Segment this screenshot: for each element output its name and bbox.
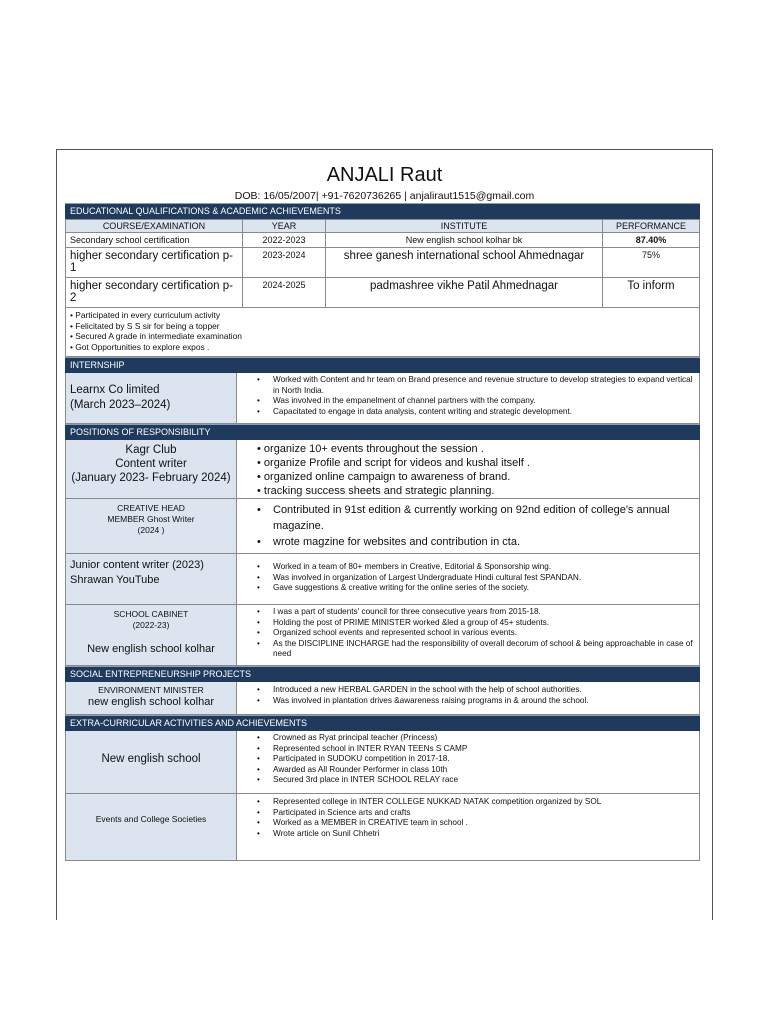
- list-item: • Holding the post of PRIME MINISTER worked &led a group of 45+ students.: [257, 618, 693, 629]
- resume-body: [65, 203, 700, 861]
- list-item: • Contributed in 91st edition & currently working on 92nd edition of college's annual magazine.: [257, 502, 693, 534]
- list-item: • Awarded as All Rounder Performer in class 10th: [257, 765, 693, 776]
- kagr-title: Kagr Club: [125, 444, 177, 456]
- list-item: • Worked with Content and hr team on Brand presence and revenue structure to develop strategies to expand vertical in North India.: [257, 375, 693, 396]
- internship-period: (March 2023–2024): [70, 399, 171, 411]
- list-item: • Represented college in INTER COLLEGE NUKKAD NATAK competition organized by SOL: [257, 797, 693, 808]
- section-education-title: EDUCATIONAL QUALIFICATIONS & ACADEMIC ACHIEVEMENTS: [65, 203, 700, 219]
- cell-performance: To inform: [603, 278, 700, 308]
- section-social-title: SOCIAL ENTREPRENEURSHIP PROJECTS: [65, 666, 700, 682]
- creative-role: MEMBER Ghost Writer: [107, 514, 195, 524]
- table-row: [66, 278, 700, 308]
- list-item: • As the DISCIPLINE INCHARGE had the responsibility of overall decorum of school & being approachable in case of need: [257, 639, 693, 660]
- creative-period: (2024 ): [137, 525, 165, 535]
- list-item: • tracking success sheets and strategic planning.: [257, 485, 495, 497]
- list-item: • Represented school in INTER RYAN TEENs S CAMP: [257, 744, 693, 755]
- list-item: • Wrote article on Sunil Chhetri: [257, 829, 693, 840]
- kagr-period: (January 2023- February 2024): [71, 472, 231, 484]
- cell-performance: 75%: [603, 248, 700, 278]
- list-item: • Participated in Science arts and crafts: [257, 808, 693, 819]
- list-item: • Crowned as Ryat principal teacher (Princess): [257, 733, 693, 744]
- achievement-item: • Felicitated by S S sir for being a topper: [70, 320, 220, 331]
- cell-year: 2024-2025: [243, 278, 326, 308]
- achievement-item: • Got Opportunities to explore expos .: [70, 341, 210, 352]
- achievements-row: [66, 308, 700, 357]
- list-item: • Was involved in the empanelment of channel partners with the company.: [257, 396, 693, 407]
- list-item: • Gave suggestions & creative writing for the online series of the society.: [257, 583, 693, 594]
- list-item: • organized online campaign to awareness of brand.: [257, 471, 511, 483]
- list-item: • Secured 3rd place in INTER SCHOOL RELAY race: [257, 775, 693, 786]
- list-item: • Organized school events and represented school in various events.: [257, 628, 693, 639]
- junior-block: [65, 554, 700, 605]
- col-institute: INSTITUTE: [326, 220, 603, 233]
- college-extra-block: [65, 794, 700, 861]
- list-item: • Was involved in organization of Largest Undergraduate Hindi cultural fest SPANDAN.: [257, 573, 693, 584]
- internship-block: [65, 373, 700, 424]
- list-item: • organize 10+ events throughout the session .: [257, 443, 484, 455]
- list-item: • Capacitated to engage in data analysis, content writing and strategic development.: [257, 407, 693, 418]
- cell-course: higher secondary certification p-2: [66, 278, 243, 308]
- cabinet-block: [65, 605, 700, 666]
- list-item: • Worked as a MEMBER in CREATIVE team in school .: [257, 818, 693, 829]
- junior-title: Junior content writer (2023): [70, 559, 204, 571]
- table-row: [66, 248, 700, 278]
- social-title: ENVIRONMENT MINISTER: [98, 685, 204, 695]
- candidate-name: ANJALI Raut: [326, 164, 443, 186]
- cabinet-org: New english school kolhar: [87, 643, 215, 655]
- list-item: • wrote magzine for websites and contribution in cta.: [257, 534, 693, 550]
- section-internship-title: INTERNSHIP: [65, 357, 700, 373]
- contact-line: DOB: 16/05/2007| +91-7620736265 | anjaliraut1515@gmail.com: [234, 190, 535, 202]
- cell-performance: 87.40%: [603, 233, 700, 248]
- section-positions-title: POSITIONS OF RESPONSIBILITY: [65, 424, 700, 440]
- achievement-item: • Secured A grade in intermediate examination: [70, 331, 242, 341]
- internship-org: Learnx Co limited: [70, 384, 160, 396]
- cabinet-title: SCHOOL CABINET: [113, 609, 189, 619]
- college-extra-label: Events and College Societies: [66, 794, 237, 860]
- kagr-block: [65, 440, 700, 499]
- list-item: • Was involved in plantation drives &awareness raising programs in & around the school.: [257, 696, 693, 707]
- social-block: [65, 682, 700, 715]
- junior-org: Shrawan YouTube: [70, 574, 160, 586]
- cell-course: higher secondary certification p-1: [66, 248, 243, 278]
- cell-institute: New english school kolhar bk: [326, 233, 603, 248]
- cell-institute: shree ganesh international school Ahmednagar: [326, 248, 603, 278]
- cell-institute: padmashree vikhe Patil Ahmednagar: [326, 278, 603, 308]
- school-extra-label: New english school: [66, 731, 237, 793]
- cabinet-period: (2022-23): [132, 620, 170, 630]
- creative-block: [65, 499, 700, 554]
- list-item: • Worked in a team of 80+ members in Creative, Editorial & Sponsorship wing.: [257, 562, 693, 573]
- list-item: • organize Profile and script for videos and kushal itself .: [257, 457, 530, 469]
- list-item: • I was a part of students' council for three consecutive years from 2015-18.: [257, 607, 693, 618]
- cell-course: Secondary school certification: [66, 233, 243, 248]
- table-row: [66, 233, 700, 248]
- list-item: • Participated in SUDOKU competition in 2017-18.: [257, 754, 693, 765]
- kagr-role: Content writer: [115, 458, 187, 470]
- school-extra-block: [65, 731, 700, 794]
- creative-title: CREATIVE HEAD: [117, 503, 185, 513]
- education-table: [65, 219, 700, 357]
- cell-year: 2023-2024: [243, 248, 326, 278]
- col-course: COURSE/EXAMINATION: [66, 220, 243, 233]
- social-org: new english school kolhar: [88, 696, 214, 708]
- list-item: • Introduced a new HERBAL GARDEN in the school with the help of school authorities.: [257, 685, 693, 696]
- section-extra-title: EXTRA-CURRICULAR ACTIVITIES AND ACHIEVEMENTS: [65, 715, 700, 731]
- cell-year: 2022-2023: [243, 233, 326, 248]
- col-year: YEAR: [243, 220, 326, 233]
- col-performance: PERFORMANCE: [603, 220, 700, 233]
- achievement-item: • Participated in every curriculum activity: [70, 310, 221, 320]
